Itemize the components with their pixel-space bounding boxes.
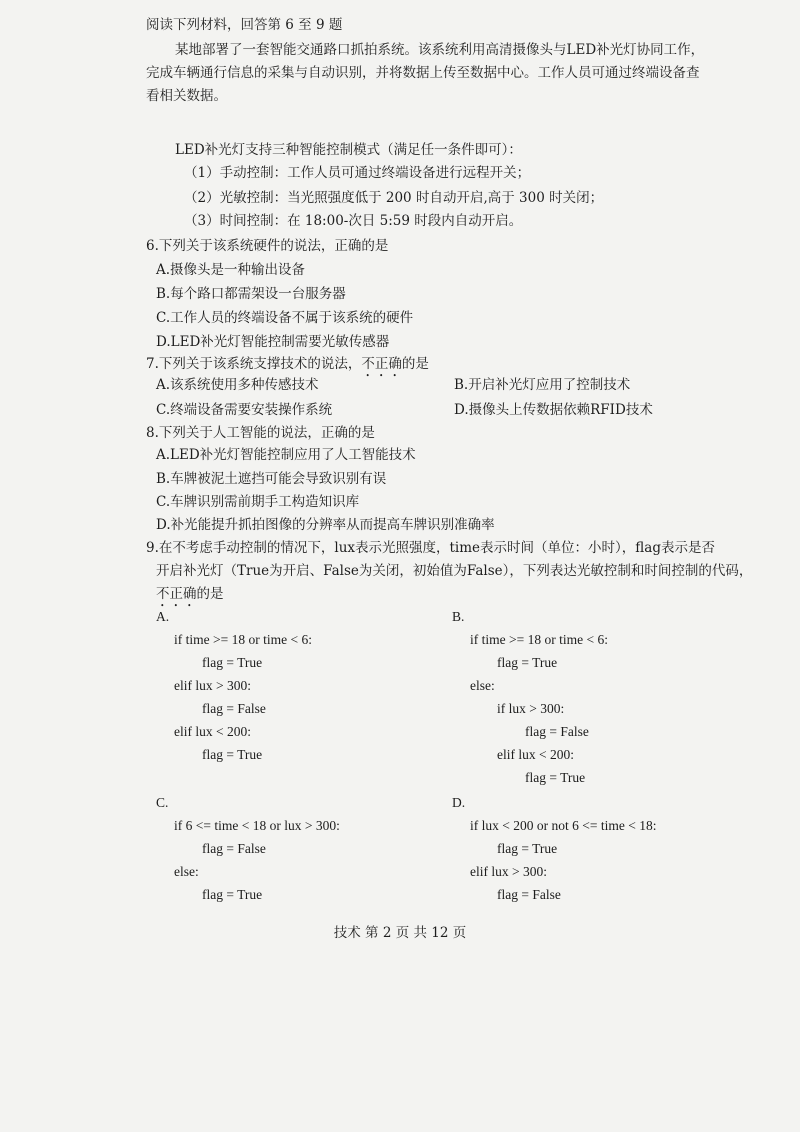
code-line: if time >= 18 or time < 6: [174, 632, 312, 647]
code-line: elif lux > 300: [470, 864, 547, 879]
question-9-option-b-label: B. [452, 609, 465, 624]
question-6-option-c: C.工作人员的终端设备不属于该系统的硬件 [156, 310, 414, 326]
question-7-stem: 7.下列关于该系统支撑技术的说法，不正确的是 [146, 356, 429, 372]
question-8-stem: 8.下列关于人工智能的说法，正确的是 [146, 425, 375, 441]
question-8-option-a: A.LED补光灯智能控制应用了人工智能技术 [156, 447, 416, 463]
mode-item: （3）时间控制：在 18:00-次日 5:59 时段内自动开启。 [184, 213, 523, 229]
question-7-option-a: A.该系统使用多种传感技术 [156, 377, 319, 393]
question-6-option-d: D.LED补光灯智能控制需要光敏传感器 [156, 334, 390, 350]
mode-item: （2）光敏控制：当光照强度低于 200 时自动开启,高于 300 时关闭； [184, 190, 604, 206]
code-line: elif lux > 300: [174, 678, 251, 693]
code-line: if lux > 300: [497, 701, 565, 716]
question-6-stem: 6.下列关于该系统硬件的说法，正确的是 [146, 238, 389, 254]
code-line: flag = True [202, 747, 263, 762]
question-7-option-d: D.摄像头上传数据依赖RFID技术 [454, 402, 653, 418]
question-9-option-d-label: D. [452, 795, 466, 810]
code-line: flag = True [525, 770, 586, 785]
modes-title: LED补光灯支持三种智能控制模式（满足任一条件即可）： [175, 142, 522, 158]
code-line: flag = False [497, 887, 561, 902]
code-line: flag = True [497, 655, 558, 670]
emphasis-mark: 不正确 [156, 586, 197, 602]
code-line: flag = False [202, 701, 266, 716]
question-8-option-c: C.车牌识别需前期手工构造知识库 [156, 494, 360, 510]
question-7-option-b: B.开启补光灯应用了控制技术 [454, 377, 631, 393]
material-heading: 阅读下列材料，回答第 6 至 9 题 [146, 17, 343, 33]
code-line: flag = False [202, 841, 266, 856]
question-9-option-a-label: A. [156, 609, 170, 624]
question-9-option-c-label: C. [156, 795, 169, 810]
code-line: if time >= 18 or time < 6: [470, 632, 608, 647]
code-line: flag = True [202, 655, 263, 670]
emphasis-mark: 不正确 [361, 356, 402, 372]
code-line: if 6 <= time < 18 or lux > 300: [174, 818, 340, 833]
mode-item: （1）手动控制：工作人员可通过终端设备进行远程开关； [184, 165, 531, 181]
question-9-stem-line: 9.在不考虑手动控制的情况下，lux表示光照强度，time表示时间（单位：小时），flag表示是否 [146, 540, 715, 556]
question-9-stem-line: 不正确的是 [156, 586, 224, 602]
question-9-stem-line: 开启补光灯（True为开启、False为关闭，初始值为False），下列表达光敏控制和时间控制的代码， [156, 563, 753, 579]
code-line: flag = True [497, 841, 558, 856]
code-line: else: [470, 678, 495, 693]
question-6-option-a: A.摄像头是一种输出设备 [156, 262, 306, 278]
code-line: elif lux < 200: [174, 724, 251, 739]
question-7-option-c: C.终端设备需要安装操作系统 [156, 402, 333, 418]
question-8-option-b: B.车牌被泥土遮挡可能会导致识别有误 [156, 471, 387, 487]
code-line: if lux < 200 or not 6 <= time < 18: [470, 818, 657, 833]
question-8-option-d: D.补光能提升抓拍图像的分辨率从而提高车牌识别准确率 [156, 517, 495, 533]
code-line: else: [174, 864, 199, 879]
material-paragraph-line: 完成车辆通行信息的采集与自动识别，并将数据上传至数据中心。工作人员可通过终端设备查 [146, 65, 700, 81]
material-paragraph-line: 看相关数据。 [146, 88, 227, 104]
question-6-option-b: B.每个路口都需架设一台服务器 [156, 286, 346, 302]
material-paragraph-line: 某地部署了一套智能交通路口抓拍系统。该系统利用高清摄像头与LED补光灯协同工作， [175, 42, 705, 58]
code-line: elif lux < 200: [497, 747, 574, 762]
code-line: flag = False [525, 724, 589, 739]
code-line: flag = True [202, 887, 263, 902]
page-footer: 技术 第 2 页 共 12 页 [333, 925, 467, 941]
